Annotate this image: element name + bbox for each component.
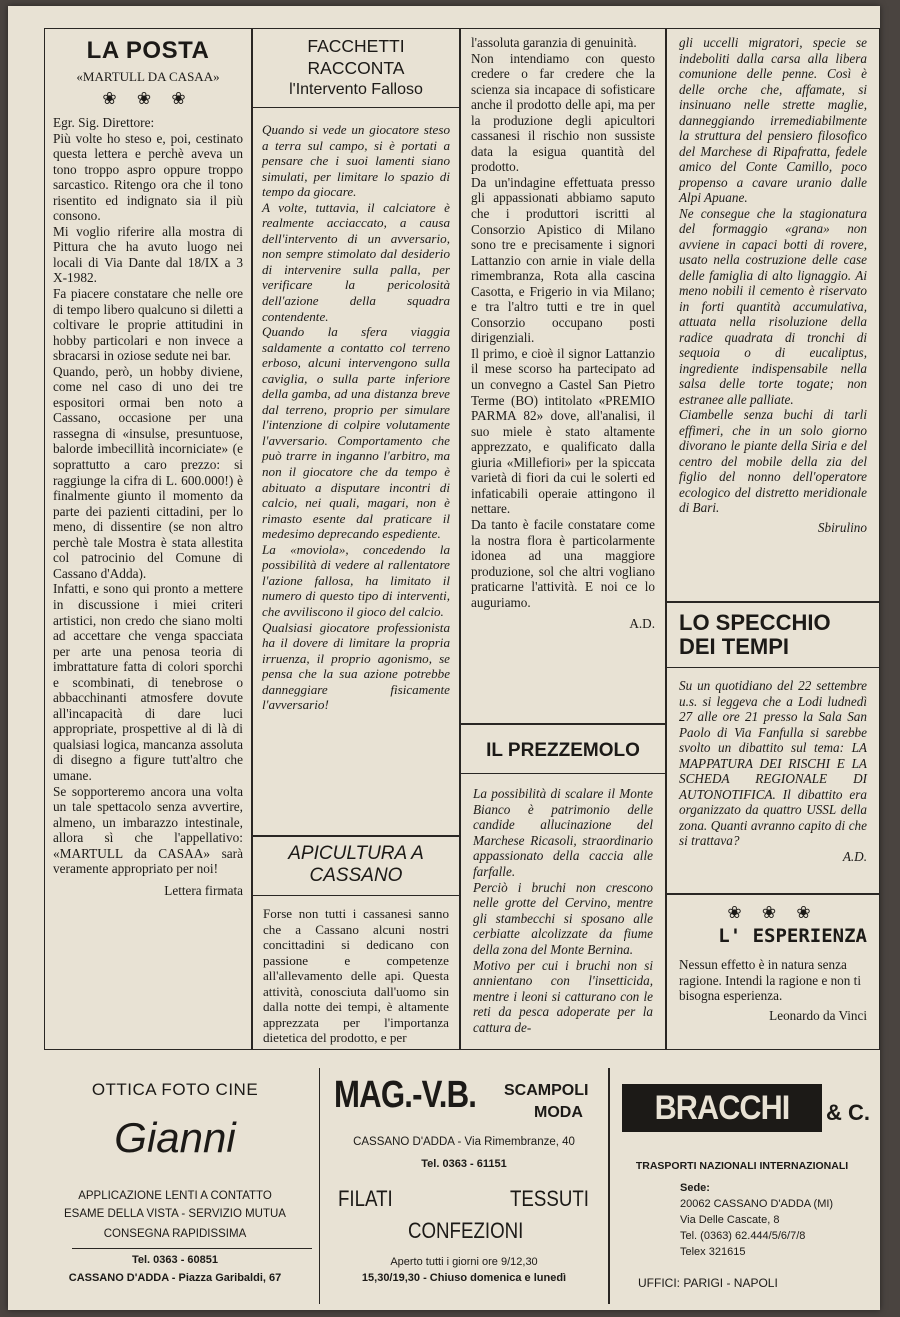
prezzemolo-continued: [666, 28, 880, 602]
bracchi-tagline: TRASPORTI NAZIONALI INTERNAZIONALI: [635, 1160, 849, 1172]
gianni-line1: OTTICA FOTO CINE: [91, 1080, 259, 1099]
bracchi-a1: 20062 CASSANO D'ADDA (MI): [680, 1198, 834, 1210]
posta-ornament-icon: ❀ ❀ ❀: [102, 89, 194, 108]
bracchi-name: BRACCHI: [654, 1089, 790, 1127]
posta-title: LA POSTA: [86, 37, 210, 64]
magvb-addr: CASSANO D'ADDA - Via Rimembranze, 40: [353, 1136, 575, 1148]
specchio-title-line1: LO SPECCHIO: [679, 610, 831, 635]
esperienza-signature: Leonardo da Vinci: [769, 1007, 867, 1023]
prezzemolo-signature: Sbirulino: [817, 519, 867, 535]
facchetti-article: [252, 28, 460, 836]
magvb-side1: SCAMPOLI: [504, 1082, 589, 1099]
esperienza-article: [666, 894, 880, 1050]
apicultura-signature: A.D.: [629, 616, 655, 632]
magvb-hours1: Aperto tutti i giorni ore 9/12,30: [390, 1256, 538, 1268]
apicultura-article: [252, 836, 460, 1050]
ad-magvb: [320, 1068, 608, 1304]
ad-bracchi: [610, 1068, 874, 1304]
prezzemolo-continued-body: gli uccelli migratori, specie se indeboliti dalla carsa alla libera comunione delle penne. Così è delle orche che, affamate, si insinuano nelle strette maglie, danneggiando irremediabilmente la struttura del pensiero filosofico del Marchese di Ripafratta, fedele amico del Conte Camillo, poco propenso a cavare uranio dalle Alpi Apuane. Ne consegue che la stagionatura del formaggio «grana» non avviene in capaci botti di rovere, usato nella costruzione delle case delle famiglia di alto lignaggio. Ai meno nobili il cemento è riservato in forti quantità accumulativa, attuata nella risoluzione della radice quadrata di tronchi di sequoia o di eucaliptus, ingrediente indispensabile nella salsa delle torte togate; non estranee alle palliate. Ciambelle senza buchi di tarli effimeri, che in un solo giorno divorano le piante della Siria e del centro del mobile della zia del figlio del nonno dell'operatore ecologico del distretto meridionale di Bari.: [679, 35, 867, 515]
gianni-l3: CONSEGNA RAPIDISSIMA: [103, 1228, 247, 1240]
posta-signature: Lettera firmata: [164, 882, 243, 898]
gianni-name: Gianni: [114, 1114, 236, 1161]
prezzemolo-title: IL PREZZEMOLO: [486, 740, 640, 761]
specchio-signature: A.D.: [842, 848, 867, 864]
magvb-name: MAG.-V.B.: [334, 1074, 477, 1116]
magvb-w2: TESSUTI: [510, 1186, 589, 1211]
facchetti-body: Quando si vede un giocatore steso a terra sul campo, si è portati a pensare che i suoi lamenti siano simulati, per limitare lo spazio di tempo da giocare. A volte, tuttavia, il calciatore è realmente acciaccato, a causa dell'intervento di un avversario, non sempre stimolato dal desiderio di intervenire sulla palla, per verificare la pericolosità dell'azione della squadra contendente. Quando la sfera viaggia saldamente a contatto col terreno erboso, alcuni intervengono sulla caviglia, o sulla parte inferiore della gamba, ad una distanza breve dal terreno, proprio per simulare l'intenzione di colpire volutamente l'avversario. Comportamento che può trarre in inganno l'arbitro, ma non il giocatore che da tempo è abituato a disputare incontri di calcio, nei quali, magari, non è rimasto esente dal praticare il medesimo deprecando espediente. La «moviola», concedendo la possibilità di vedere al rallentatore l'azione fallosa, ha limitato il numero di questo tipo di interventi, che avviliscono il gioco del calcio. Qualsiasi giocatore professionista ha il dovere di limitare la propria irruenza, il proprio agonismo, se pensa che la sua azione potrebbe danneggiare fisicamente l'avversario!: [262, 122, 450, 713]
newspaper-page: [8, 6, 880, 1310]
specchio-title-line2: DEI TEMPI: [679, 634, 790, 659]
prezzemolo-body: La possibilità di scalare il Monte Bianco è patrimonio delle candide allucinazione del Marchese Ricasoli, straordinario appassionato della caccia alle farfalle. Perciò i bruchi non crescono nelle grotte del Cervino, mentre gli stambecchi si sposano alle cerbiatte alcolizzate da fiume della zona del Monte Bernina. Motivo per cui i bruchi non si annientano con l'insetticida, mentre i leoni si catturano con le reti da pesca adoperate per la cattura de-: [473, 786, 653, 1035]
gianni-l2: ESAME DELLA VISTA - SERVIZIO MUTUA: [64, 1208, 286, 1220]
posta-subtitle: «MARTULL DA CASAA»: [76, 69, 220, 84]
bracchi-sede: Sede:: [680, 1182, 710, 1194]
apicultura-title-line1: APICULTURA A: [288, 843, 424, 864]
bracchi-a4: Telex 321615: [680, 1246, 746, 1258]
bracchi-offices: UFFICI: PARIGI - NAPOLI: [638, 1276, 778, 1290]
ad-gianni: [30, 1068, 320, 1304]
facchetti-subtitle: l'Intervento Falloso: [289, 81, 423, 98]
bracchi-suffix: & C.: [826, 1100, 870, 1125]
posta-body: Egr. Sig. Direttore: Più volte ho steso e, poi, cestinato questa lettera e perchè aveva un tono troppo aspro oppure troppo sarcastico. Ritengo ora che il tono risentito ed indignato sia il più consono. Mi voglio riferire alla mostra di Pittura che ha avuto luogo nei locali di Via Dante dal 18/IX a 3 X-1982. Fa piacere constatare che nelle ore di tempo libero qualcuno si diletti a coltivare le proprie attitudini in hobby particolari e non invece a sbracarsi in oziose sedute nei bar. Quando, però, un hobby diviene, come nel caso di uno dei tre espositori ormai ben noto a Cassano, occasione per una rassegna di «insulse, presuntuose, balorde imbecillità incorniciate» (e soprattutto a caro prezzo: si raggiunge la cifra di L. 600.000!) è finalmente giunto il momento da parte dei pazienti cittadini, per lo meno, di dissentire (se non altro perchè tale Mostra è stata allestita col patrocinio del Comune di Cassano d'Adda). Infatti, e sono qui pronto a mettere in discussione i miei criteri artistici, non credo che siano molti ad accettare che venga spacciata per arte una penosa teoria di imbrattature fatta di colori sporchi e scombinati, di tenebrose o abbacchinanti atmosfere dovute all'incapacità di dare luci appropriate, prospettive al di là di qualsiasi logica, mancanza assoluta di disegno a figure tutt'altro che umane. Se sopporteremo ancora una volta un tale spettacolo senza avvertire, almeno, un imbarazzo intestinale, allora sì che l'appellativo: «MARTULL da CASAA» sarà veramente appropriato per noi!: [53, 115, 243, 877]
apicultura-title-line2: CASSANO: [309, 865, 403, 886]
magvb-hours2: 15,30/19,30 - Chiuso domenica e lunedì: [361, 1272, 567, 1284]
prezzemolo-article: [460, 724, 666, 1050]
posta-article: [44, 28, 252, 1050]
gianni-addr: CASSANO D'ADDA - Piazza Garibaldi, 67: [68, 1272, 282, 1284]
esperienza-title: L' ESPERIENZA: [718, 925, 867, 947]
magvb-w3: CONFEZIONI: [408, 1218, 524, 1243]
specchio-body: Su un quotidiano del 22 settembre u.s. si leggeva che a Lodi ludnedì 27 alle ore 21 presso la Sala San Paolo di Via Fanfulla si sarebbe svolto un dibattito sul tema: LA MAPPATURA DEI RISCHI E LA SCHEDA REGIONALE DI AUTONOTIFICA. Il dibattito era organizzato da quattro USSL della zona. Quanti avranno capito di che si trattava?: [679, 678, 867, 848]
magvb-w1: FILATI: [338, 1186, 393, 1211]
apicultura-continued-body: l'assoluta garanzia di genuinità. Non intendiamo con questo credere o far credere che la scienza sia incapace di sofisticare anche il prodotto delle api, ma per la produzione degli apicultori cassanesi il rischio non sussiste data la esigua quantità del prodotto. Da un'indagine effettuata presso gli appassionati abbiamo saputo che i produttori iscritti al Consorzio Apistico di Milano sono tre e precisamente i signori Lattanzio con arnie in viale della rimembranza, Rota alla cascina Casotta, e Frigerio in via Milano; e tra l'altro tutti e tre in quel Consorzio occupano posti dirigenziali. Il primo, e cioè il signor Lattanzio il mese scorso ha partecipato ad un convegno a Castel San Pietro Terme (BO) intitolato «PREMIO PARMA 82» dove, all'analisi, il suo miele è stato altamente apprezzato, e qualificato dalla giuria «Millefiori» per la spiccata varietà di fiori da cui le solerti ed infaticabili operaie attingono il nettare. Da tanto è facile constatare come la nostra flora è particolarmente idonea ad una maggiore produzione, sol che altri vogliano praticarne l'attività. E noi ce lo auguriamo.: [471, 35, 655, 610]
magvb-side2: MODA: [534, 1104, 583, 1121]
gianni-l1: APPLICAZIONE LENTI A CONTATTO: [78, 1190, 272, 1202]
specchio-article: [666, 602, 880, 894]
facchetti-title: FACCHETTI RACCONTA: [307, 36, 405, 78]
apicultura-body: Forse non tutti i cassanesi sanno che a Cassano alcuni nostri concittadini si dedicano con passione e competenze all'allevamento delle api. Questa attività, conosciuta dall'uomo sin dalla notte dei tempi, è altamente apprezzata per l'importanza dietetica del prodotto, e per: [263, 906, 449, 1045]
bracchi-a3: Tel. (0363) 62.444/5/6/7/8: [680, 1230, 806, 1242]
bracchi-a2: Via Delle Cascate, 8: [680, 1214, 780, 1226]
esperienza-ornament-icon: ❀ ❀ ❀: [727, 903, 819, 922]
gianni-tel: Tel. 0363 - 60851: [131, 1254, 219, 1266]
esperienza-body: Nessun effetto è in natura senza ragione. Intendi la ragione e non ti bisogna esperienza.: [679, 957, 861, 1003]
apicultura-continued: [460, 28, 666, 724]
magvb-tel: Tel. 0363 - 61151: [421, 1158, 507, 1170]
